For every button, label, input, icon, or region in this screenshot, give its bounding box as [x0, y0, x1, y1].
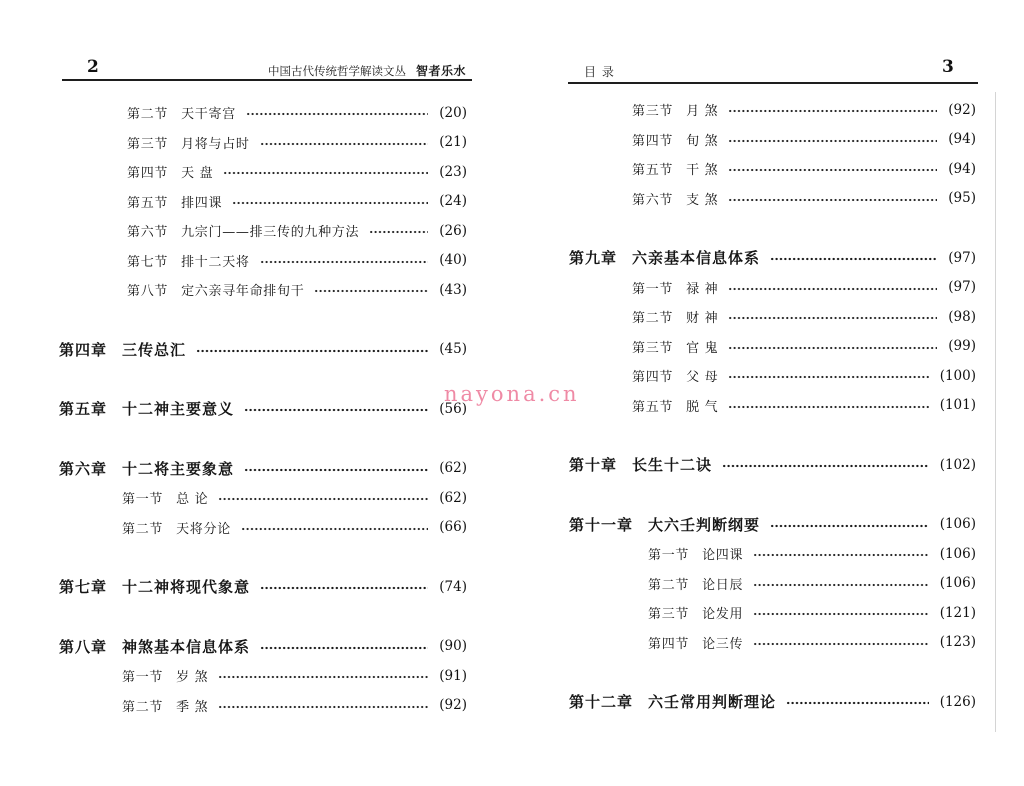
dot-leader [232, 201, 428, 205]
toc-section-row [127, 128, 467, 158]
chapter-label: 第十一章 [569, 515, 634, 534]
section-label: 第四节 [648, 636, 690, 652]
page-ref: (62) [439, 460, 467, 477]
toc-section-row [648, 569, 976, 599]
page-ref: (92) [948, 101, 976, 118]
page-ref: (66) [439, 519, 467, 536]
dot-leader [753, 612, 928, 616]
toc-chapter-row [569, 510, 976, 540]
toc-section-row [632, 391, 976, 421]
chapter-block [569, 510, 976, 658]
chapter-block [59, 454, 467, 543]
section-label: 第七节 [127, 254, 169, 270]
section-title: 旬 煞 [686, 133, 719, 149]
page-ref: (94) [948, 131, 976, 148]
dot-leader [223, 171, 428, 175]
dot-leader [314, 289, 428, 293]
section-title: 岁 煞 [176, 670, 209, 686]
section-label: 第二节 [632, 311, 674, 327]
section-label: 第一节 [122, 492, 164, 508]
dot-leader [728, 346, 937, 350]
toc-section-row [632, 361, 976, 391]
dot-leader [260, 142, 429, 146]
chapter-label: 第八章 [59, 637, 108, 656]
page-ref: (26) [439, 222, 467, 239]
toc-chapter-row [59, 454, 467, 484]
toc-chapter-row [59, 632, 467, 662]
chapter-title: 长生十二诀 [632, 456, 713, 475]
section-label: 第二节 [648, 577, 690, 593]
page-ref: (123) [939, 634, 976, 651]
dot-leader [218, 675, 428, 679]
page-ref: (106) [939, 516, 976, 533]
page-ref: (98) [948, 308, 976, 325]
page-ref: (45) [439, 341, 467, 358]
section-title: 季 煞 [176, 699, 209, 715]
dot-leader [244, 468, 428, 472]
dot-leader [244, 408, 428, 412]
section-title: 天干寄宫 [181, 107, 236, 123]
section-label: 第六节 [127, 225, 169, 241]
dot-leader [369, 230, 428, 234]
toc-section-row [632, 125, 976, 155]
chapter-title: 神煞基本信息体系 [122, 637, 251, 656]
chapter-block [569, 243, 976, 420]
section-label: 第二节 [127, 107, 169, 123]
leading-sections [569, 95, 976, 213]
chapter-label: 第四章 [59, 340, 108, 359]
toc-chapter-row [59, 394, 467, 424]
dot-leader [753, 583, 928, 587]
chapter-title: 十二将主要象意 [122, 459, 235, 478]
page-ref: (24) [439, 193, 467, 210]
toc-section-row [632, 332, 976, 362]
toc-section-row [632, 184, 976, 214]
section-title: 论日辰 [702, 577, 744, 593]
chapter-block [59, 572, 467, 602]
dot-leader [770, 524, 929, 528]
toc-chapter-row [59, 335, 467, 365]
page-ref: (106) [939, 545, 976, 562]
page-ref: (101) [939, 397, 976, 414]
running-head-title [268, 62, 466, 79]
toc-section-row [127, 275, 467, 305]
dot-leader [246, 112, 428, 116]
section-label: 第三节 [632, 104, 674, 120]
chapter-title: 三传总汇 [122, 340, 187, 359]
section-label: 第三节 [127, 136, 169, 152]
section-title: 排四课 [181, 195, 223, 211]
dot-leader [770, 257, 937, 261]
page-ref: (97) [948, 279, 976, 296]
right-header-rule [568, 82, 978, 84]
toc-section-row [127, 216, 467, 246]
toc-section-row [648, 539, 976, 569]
toc-section-row [632, 273, 976, 303]
section-title: 总 论 [176, 492, 209, 508]
toc-section-row [127, 157, 467, 187]
page-ref: (121) [939, 604, 976, 621]
section-label: 第四节 [632, 370, 674, 386]
section-title: 天将分论 [176, 521, 231, 537]
section-label: 第五节 [632, 163, 674, 179]
right-page-number: 3 [942, 57, 954, 77]
section-label: 第四节 [127, 166, 169, 182]
chapter-title: 大六壬判断纲要 [648, 515, 761, 534]
chapter-label: 第七章 [59, 578, 108, 597]
dot-leader [728, 375, 928, 379]
right-toc-list [569, 95, 976, 717]
section-title: 论四课 [702, 548, 744, 564]
section-title: 财 神 [686, 311, 719, 327]
toc-section-row [127, 187, 467, 217]
watermark-text: nayona.cn [444, 382, 580, 406]
section-title: 官 鬼 [686, 340, 719, 356]
chapter-list [59, 335, 467, 721]
chapter-title: 十二神主要意义 [122, 400, 235, 419]
dot-leader [728, 198, 937, 202]
page-ref: (92) [439, 697, 467, 714]
section-label: 第二节 [122, 521, 164, 537]
dot-leader [218, 705, 428, 709]
section-label: 第五节 [127, 195, 169, 211]
section-title: 父 母 [686, 370, 719, 386]
dot-leader [728, 139, 937, 143]
page-ref: (95) [948, 190, 976, 207]
leading-sections [59, 98, 467, 305]
toc-section-row [122, 661, 467, 691]
page-ref: (62) [439, 489, 467, 506]
page-ref: (90) [439, 638, 467, 655]
dot-leader [260, 586, 428, 590]
dot-leader [728, 109, 937, 113]
left-header-rule [62, 79, 472, 81]
page-ref: (20) [439, 104, 467, 121]
page-ref: (100) [939, 367, 976, 384]
toc-section-row [632, 154, 976, 184]
chapter-label: 第十章 [569, 456, 618, 475]
chapter-sections [59, 661, 467, 720]
section-title: 禄 神 [686, 281, 719, 297]
dot-leader [753, 553, 928, 557]
section-title: 脱 气 [686, 399, 719, 415]
page-ref: (43) [439, 281, 467, 298]
chapter-label: 第五章 [59, 400, 108, 419]
dot-leader [196, 349, 428, 353]
dot-leader [722, 464, 929, 468]
section-title: 论发用 [702, 607, 744, 623]
running-head-section: 目 录 [584, 65, 615, 79]
dot-leader [728, 405, 928, 409]
page-ref: (106) [939, 575, 976, 592]
dot-leader [728, 316, 937, 320]
dot-leader [728, 168, 937, 172]
section-title: 天 盘 [181, 166, 214, 182]
section-label: 第八节 [127, 284, 169, 300]
toc-section-row [122, 483, 467, 513]
chapter-sections [569, 539, 976, 657]
section-title: 定六亲寻年命排旬干 [181, 284, 305, 300]
section-title: 论三传 [702, 636, 744, 652]
toc-section-row [122, 513, 467, 543]
chapter-label: 第六章 [59, 459, 108, 478]
dot-leader [728, 287, 937, 291]
dot-leader [260, 646, 428, 650]
page-ref: (94) [948, 160, 976, 177]
section-label: 第三节 [648, 607, 690, 623]
author-name: 智者乐水 [416, 64, 467, 78]
toc-chapter-row [569, 243, 976, 273]
dot-leader [241, 527, 428, 531]
chapter-sections [569, 273, 976, 421]
toc-section-row [127, 98, 467, 128]
section-label: 第二节 [122, 699, 164, 715]
chapter-label: 第十二章 [569, 693, 634, 712]
section-label: 第六节 [632, 192, 674, 208]
section-title: 支 煞 [686, 192, 719, 208]
toc-section-row [648, 598, 976, 628]
section-label: 第五节 [632, 399, 674, 415]
dot-leader [218, 497, 428, 501]
section-label: 第四节 [632, 133, 674, 149]
chapter-block [59, 632, 467, 721]
section-label: 第一节 [632, 281, 674, 297]
toc-chapter-row [569, 450, 976, 480]
chapter-block [569, 687, 976, 717]
chapter-title: 六壬常用判断理论 [648, 693, 777, 712]
page-ref: (91) [439, 667, 467, 684]
section-title: 干 煞 [686, 163, 719, 179]
chapter-label: 第九章 [569, 249, 618, 268]
chapter-sections [59, 483, 467, 542]
dot-leader [260, 260, 429, 264]
toc-section-row [632, 302, 976, 332]
chapter-block [59, 335, 467, 365]
page-edge-line [995, 92, 996, 732]
page-ref: (126) [939, 693, 976, 710]
section-label: 第一节 [648, 548, 690, 564]
page-ref: (40) [439, 252, 467, 269]
chapter-title: 六亲基本信息体系 [632, 249, 761, 268]
page-ref: (102) [939, 456, 976, 473]
page-ref: (23) [439, 163, 467, 180]
section-title: 月 煞 [686, 104, 719, 120]
page-ref: (74) [439, 578, 467, 595]
dot-leader [753, 642, 928, 646]
toc-chapter-row [569, 687, 976, 717]
toc-section-row [122, 691, 467, 721]
toc-section-row [632, 95, 976, 125]
page-ref: (21) [439, 134, 467, 151]
section-label: 第三节 [632, 340, 674, 356]
chapter-title: 十二神将现代象意 [122, 578, 251, 597]
section-label: 第一节 [122, 670, 164, 686]
section-title: 月将与占时 [181, 136, 250, 152]
chapter-block [59, 394, 467, 424]
page-ref: (56) [439, 400, 467, 417]
chapter-list [569, 243, 976, 717]
toc-section-row [127, 246, 467, 276]
left-toc-list [59, 98, 467, 720]
page-ref: (97) [948, 249, 976, 266]
section-title: 排十二天将 [181, 254, 250, 270]
page-ref: (99) [948, 338, 976, 355]
chapter-block [569, 450, 976, 480]
toc-chapter-row [59, 572, 467, 602]
series-title: 中国古代传统哲学解读文丛 [268, 64, 406, 78]
toc-section-row [648, 628, 976, 658]
left-page-number: 2 [87, 57, 99, 77]
section-title: 九宗门——排三传的九种方法 [181, 225, 360, 241]
dot-leader [786, 701, 929, 705]
